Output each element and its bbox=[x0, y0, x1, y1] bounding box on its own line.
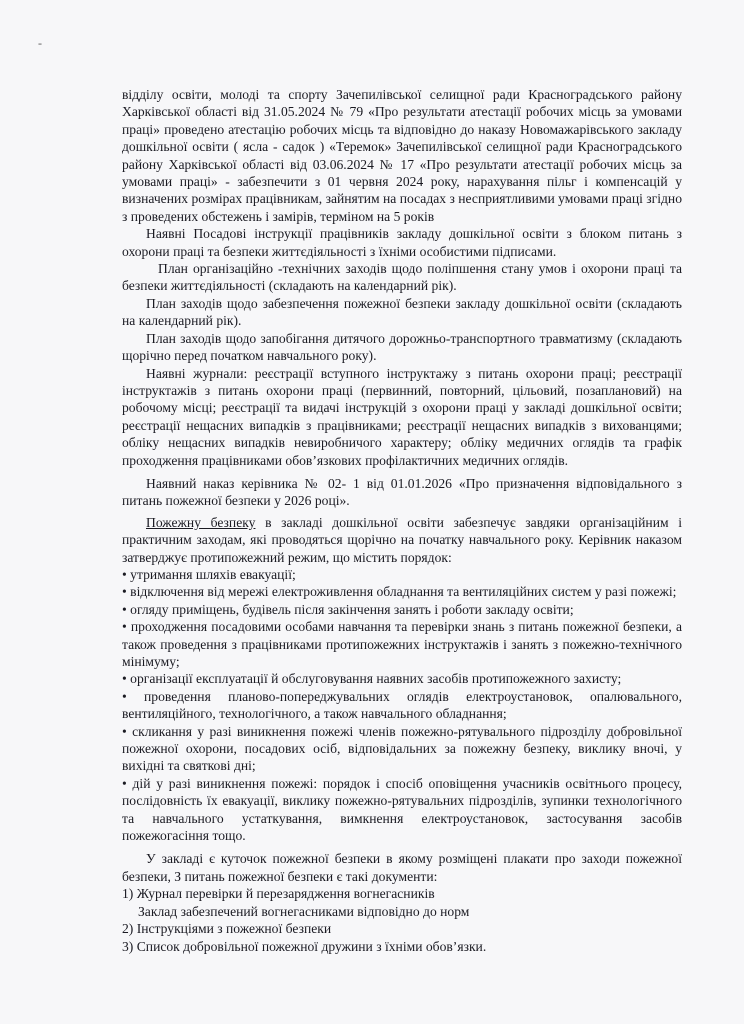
list-item: • дій у разі виникнення пожежі: порядок і спосіб оповіщення учасників освітнього процесу, послідовність їх евакуації, виклику пожежно-рятувальних підрозділів, зупинки технологічного та навчального устаткування, вимкнення електроустановок, застосування засобів пожежогасіння тощо. bbox=[122, 775, 682, 845]
list-item: • скликання у разі виникнення пожежі членів пожежно-рятувального підрозділу добровільної пожежної охорони, посадових осіб, відповідальних за пожежну безпеку, виклику вночі, у вихідні та святкові дні; bbox=[122, 723, 682, 775]
document-item: 2) Інструкціями з пожежної безпеки bbox=[122, 921, 332, 937]
document-item: 3) Список добровільної пожежної дружини з їхніми обов’язки. bbox=[122, 938, 487, 954]
list-item: • проведення планово-попереджувальних оглядів електроустановок, опалювального, вентиляційного, технологічного, а також навчального обладнання; bbox=[122, 688, 682, 723]
document-body bbox=[122, 86, 682, 955]
fire-safety-intro-text: в закладі дошкільної освіти забезпечує завдяки організаційним і практичним заходам, які проводяться щорічно на початку навчального року. Керівник наказом затверджує протипожежний режим, що містить порядок: bbox=[122, 514, 682, 565]
document-item: 1) Журнал перевірки й перезарядження вогнегасників bbox=[122, 886, 435, 902]
procedure-list bbox=[122, 566, 682, 845]
list-item: • огляду приміщень, будівель після закінчення занять і роботи закладу освіти; bbox=[122, 601, 682, 618]
document-subitem: Заклад забезпечений вогнегасниками відповідно до норм bbox=[138, 903, 470, 919]
list-item: • утримання шляхів евакуації; bbox=[122, 566, 682, 583]
closing-paragraph: У закладі є куточок пожежної безпеки в якому розміщені плакати про заходи пожежної безпеки, З питань пожежної безпеки є такі документи: bbox=[122, 851, 682, 884]
fire-safety-intro bbox=[122, 514, 682, 566]
paragraph: План організаційно -технічних заходів щодо поліпшення стану умов і охорони праці та безпеки життєдіяльності (складають на календарний рік). bbox=[122, 261, 682, 294]
list-item: • відключення від мережі електроживлення обладнання та вентиляційних систем у разі пожежі; bbox=[122, 583, 682, 600]
paragraph: Наявні Посадові інструкції працівників закладу дошкільної освіти з блоком питань з охорони праці та безпеки життєдіяльності з їхніми особистими підписами. bbox=[122, 226, 682, 259]
paragraph: План заходів щодо запобігання дитячого дорожньо-транспортного травматизму (складають щорічно перед початком навчального року). bbox=[122, 330, 682, 364]
list-item: • організації експлуатації й обслуговування наявних засобів протипожежного захисту; bbox=[122, 670, 682, 687]
fire-safety-heading: Пожежну безпеку bbox=[146, 514, 256, 530]
list-item: • проходження посадовими особами навчання та перевірки знань з питань пожежної безпеки, а також проведення з працівниками протипожежних інструктажів і занять з пожежно-технічного мінімуму; bbox=[122, 618, 682, 670]
paragraph: відділу освіти, молоді та спорту Зачепилівської селищної ради Красноградського району Харківської області від 31.05.2024 № 79 «Про результати атестації робочих місць за умовами праці» проведено атестацію робочих місць та відповідно до наказу Новомажарівського закладу дошкільної освіти ( ясла - садок ) «Теремок» Зачепилівської селищної ради Красноградського району Харківської області від 03.06.2024 № 17 «Про результати атестації робочих місць за умовами праці» - забезпечити з 01 червня 2024 року, нарахування пільг і компенсацій у визначених розмірах працівникам, зайнятим на посадах з несприятливими умовами праці згідно з проведених обстежень і замірів, терміном на 5 років bbox=[122, 87, 682, 224]
paragraph: Наявний наказ керівника № 02- 1 від 01.01.2026 «Про призначення відповідального з питань пожежної безпеки у 2026 році». bbox=[122, 475, 682, 509]
paragraph: Наявні журнали: реєстрації вступного інструктажу з питань охорони праці; реєстрації інструктажів з питань охорони праці (первинний, повторний, цільовий, позаплановий) на робочому місці; реєстрації та видачі інструкцій з охорони праці у закладі дошкільної освіти; реєстрації нещасних випадків з працівниками; реєстрації нещасних випадків з вихованцями; обліку нещасних випадків невиробничого характеру; обліку медичних оглядів та графік проходження працівниками обов’язкових профілактичних медичних оглядів. bbox=[122, 365, 682, 468]
scan-mark: - bbox=[38, 36, 42, 50]
paragraph: План заходів щодо забезпечення пожежної безпеки закладу дошкільної освіти (складають на календарний рік). bbox=[122, 295, 682, 329]
